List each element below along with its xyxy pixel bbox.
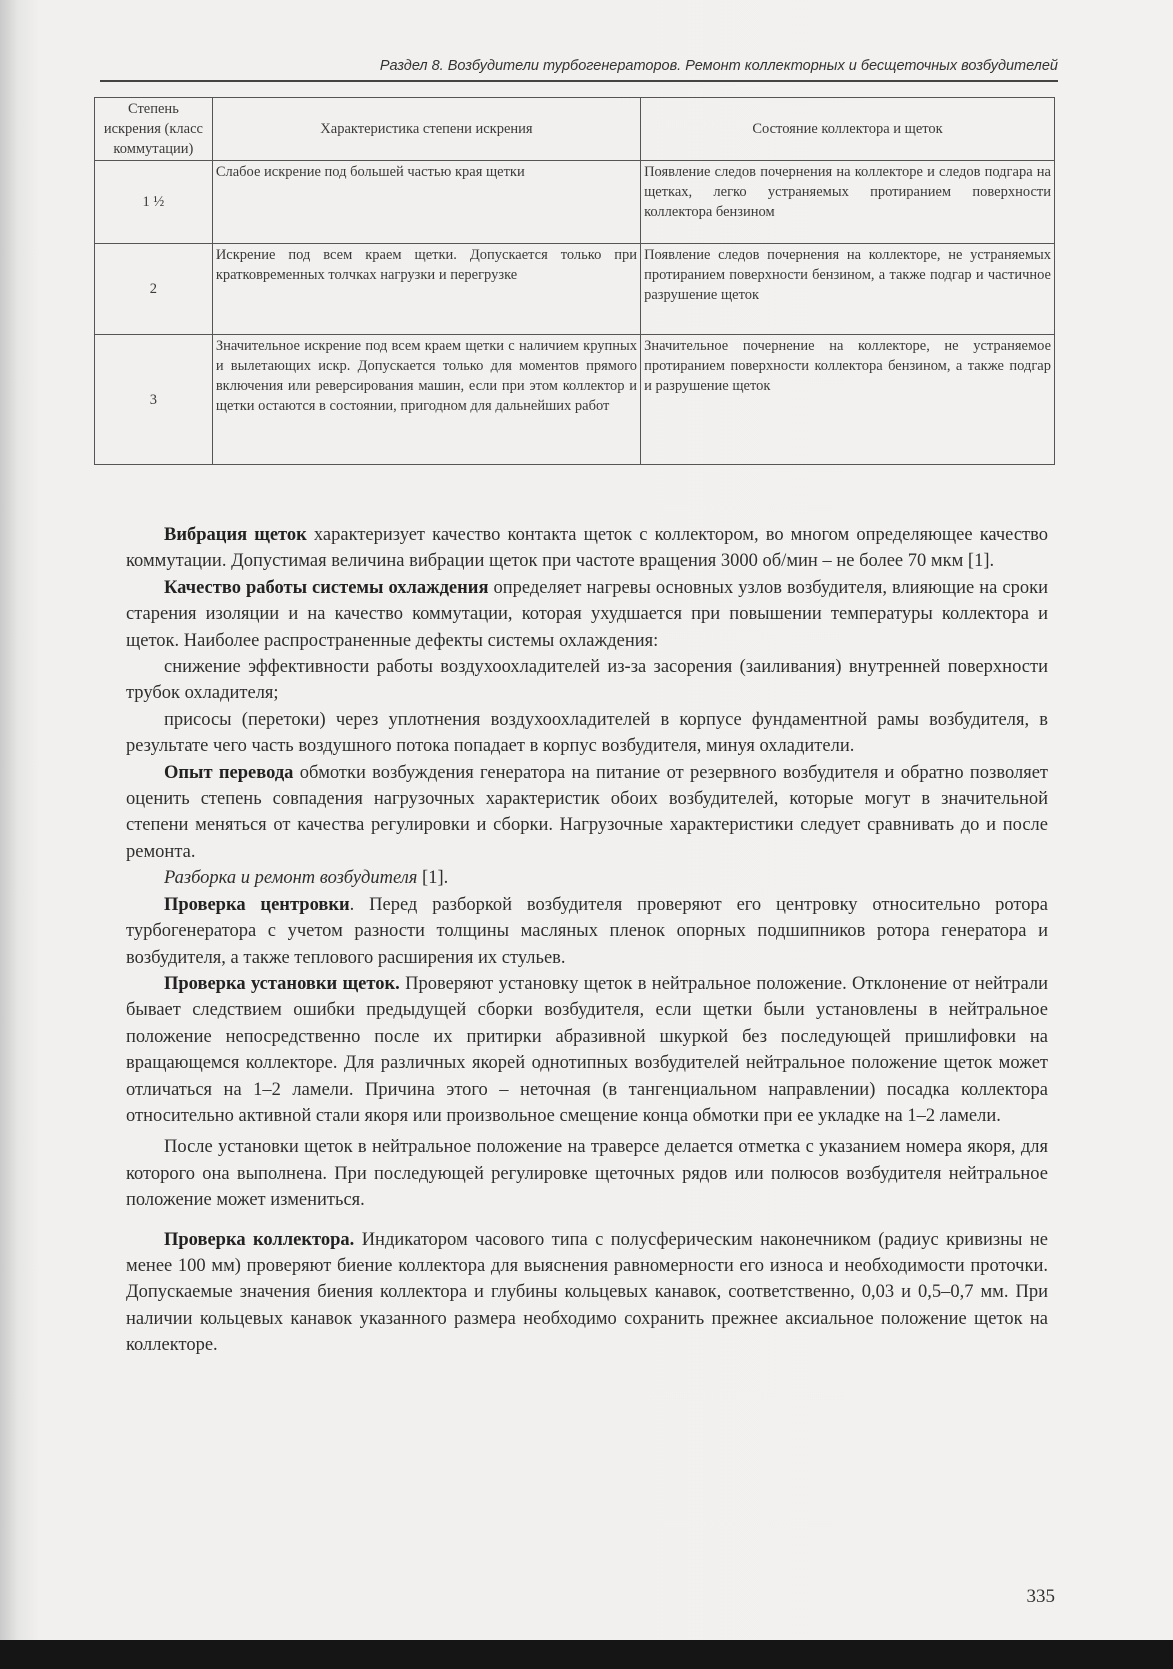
paragraph-term: Проверка установки щеток. xyxy=(164,973,400,994)
paragraph xyxy=(126,760,1048,866)
paragraph-term: Вибрация щеток xyxy=(164,525,307,545)
header-rule xyxy=(100,80,1058,82)
cell-characteristic: Искрение под всем краем щетки. Допускается только при кратковременных толчках нагрузки и перегрузке xyxy=(212,244,640,335)
paragraph-text: . Перед разборкой возбудителя проверяют его центровку относительно ротора турбогенератора с учетом разности толщины масляных пленок опорных подшипников ротора генератора и возбудителя, а также теплового расширения их стульев. xyxy=(126,894,1048,968)
paragraph-term: Опыт перевода xyxy=(164,762,294,783)
table-header-row xyxy=(95,98,1055,161)
paragraph-term: Проверка коллектора. xyxy=(164,1229,355,1250)
paragraph-term: Проверка центровки xyxy=(164,894,350,915)
cell-characteristic: Слабое искрение под большей частью края щетки xyxy=(212,161,640,244)
paragraph xyxy=(126,707,1048,760)
paragraph-text: Проверяют установку щеток в нейтральное положение. Отклонение от нейтрали бывает следствием ошибки предыдущей сборки возбудителя, если щетки были установлены в нейтральное положение непосредственно после их притирки абразивной шкуркой без последующей пришлифовки на вращающемся коллекторе. Для различных якорей однотипных возбудителей нейтральное положение щеток может отличаться на 1–2 ламели. Причина этого – неточная (в тангенциальном направлении) посадка коллектора относительно активной стали якоря или произвольное смещение конца обмотки при ее укладке на 1–2 ламели. xyxy=(126,973,1048,1126)
cell-degree: 3 xyxy=(95,335,213,465)
table-row xyxy=(95,161,1055,244)
cell-state: Значительное почернение на коллекторе, не устраняемое протиранием поверхности коллектора бензином, а также подгар и разрушение щеток xyxy=(641,335,1055,465)
paragraph xyxy=(126,892,1048,971)
cell-state: Появление следов почернения на коллекторе, не устраняемых протиранием поверхности бензином, а также подгар и частичное разрушение щеток xyxy=(641,244,1055,335)
paragraph-text: Индикатором часового типа с полусферическим наконечником (радиус кривизны не менее 100 мм) проверяют биение коллектора для выяснения равномерности его износа и необходимости проточки. Допускаемые значения биения коллектора и глубины кольцевых канавок, соответственно, 0,03 и 0,5–0,7 мм. При наличии кольцевых канавок указанного размера необходимо сохранить прежнее аксиальное положение щеток на коллекторе. xyxy=(126,1229,1048,1356)
section-subheading: Разборка и ремонт возбудителя xyxy=(164,868,418,889)
paragraph-text: определяет нагревы основных узлов возбудителя, влияющие на сроки старения изоляции и на качество коммутации, которая ухудшается при повышении температуры коллектора и щеток. Наиболее распространенные дефекты системы охлаждения: xyxy=(126,577,1048,651)
cell-characteristic: Значительное искрение под всем краем щетки с наличием крупных и вылетающих искр. Допускается только для моментов прямого включения или реверсирования машин, если при этом коллектор и щетки остаются в состоянии, пригодном для дальнейших работ xyxy=(212,335,640,465)
column-header-characteristic: Характеристика степени искрения xyxy=(212,98,640,161)
paragraph-text: характеризует качество контакта щеток с коллектором, во многом определяющее качество коммутации. Допустимая величина вибрации щеток при частоте вращения 3000 об/мин – не более 70 мкм [1]. xyxy=(126,525,1049,572)
cell-state: Появление следов почернения на коллекторе и следов подгара на щетках, легко устраняемых протиранием поверхности коллектора бензином xyxy=(641,161,1055,244)
paragraph xyxy=(126,1227,1048,1359)
paragraph xyxy=(126,575,1048,654)
paragraph-text: обмотки возбуждения генератора на питание от резервного возбудителя и обратно позволяет оценить степень совпадения нагрузочных характеристик обоих возбудителей, которые могут в значительной степени меняться от качества регулировки и сборки. Нагрузочные характеристики следует сравнивать до и после ремонта. xyxy=(126,762,1049,862)
sparking-table xyxy=(94,97,1055,465)
running-header: Раздел 8. Возбудители турбогенераторов. Ремонт коллекторных и бесщеточных возбудителей xyxy=(379,58,1058,74)
cell-degree: 2 xyxy=(95,244,213,335)
paragraph xyxy=(126,1134,1048,1213)
column-header-state: Состояние коллектора и щеток xyxy=(641,98,1055,161)
table-row xyxy=(95,335,1055,465)
cell-degree: 1 ½ xyxy=(95,161,213,244)
paragraph xyxy=(126,522,1048,575)
paragraph xyxy=(126,865,1048,891)
paragraph-text: присосы (перетоки) через уплотнения воздухоохладителей в корпусе фундаментной рамы возбудителя, в результате чего часть воздушного потока попадает в корпус возбудителя, минуя охладители. xyxy=(126,709,1048,757)
scan-bottom-edge xyxy=(0,1640,1173,1669)
page-number: 335 xyxy=(1026,1586,1055,1607)
paragraph-text: После установки щеток в нейтральное положение на траверсе делается отметка с указанием номера якоря, для которого она выполнена. При последующей регулировке щеточных рядов или полюсов возбудителя нейтральное положение может измениться. xyxy=(126,1137,1048,1211)
column-header-degree: Степень искрения (класс коммутации) xyxy=(95,98,213,161)
paragraph xyxy=(126,971,1048,1129)
paragraph-text: снижение эффективности работы воздухоохладителей из-за засорения (заиливания) внутренней поверхности трубок охладителя; xyxy=(126,657,1048,704)
paragraph-text: [1]. xyxy=(417,868,449,889)
body-text xyxy=(126,522,1048,1359)
paragraph-term: Качество работы системы охлаждения xyxy=(164,577,489,598)
table-row xyxy=(95,244,1055,335)
paragraph xyxy=(126,654,1048,707)
